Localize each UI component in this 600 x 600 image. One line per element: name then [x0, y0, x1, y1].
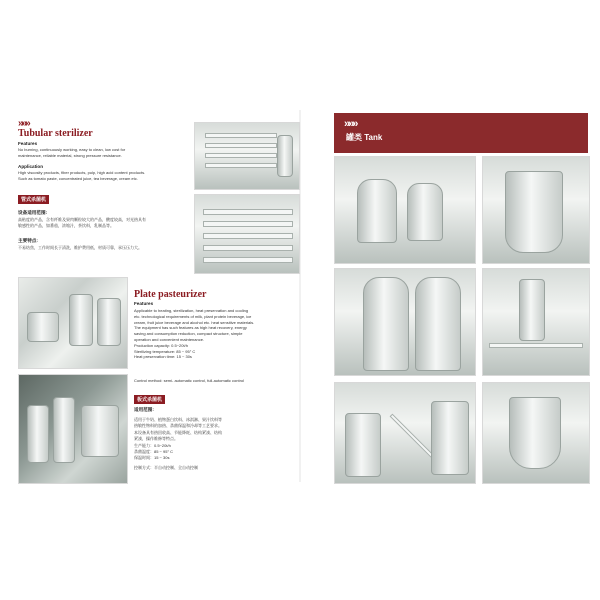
plate-features-text: Applicable to heating, sterilization, heat preservation and cooling etc. technological requirements of milk, plant protein beverage, ice cream, fruit juice beverage and alcohol etc. heat sensitive materials. The equipment has such features as high heat recovery, energy saving and consumption reduction, compact structure, simple operation and convenient maintenance. Production capacity: 0.5~20t/h Sterilizing temperature: 85 ~ 95° C Heat preservation time: 15 ~ 30s: [134, 308, 255, 360]
plate-pasteurizer-photo: [18, 277, 128, 369]
tank-photo-vertical-silos: [334, 268, 476, 376]
chevron-icon: »»»: [18, 118, 29, 129]
tubular-cn-app-heading: 设备适用范围:: [18, 210, 48, 215]
plate-cn-text: 适用于牛奶、植物蛋白饮料、冰淇淋、果汁饮料等 热敏性物料的加热、杀菌保温和冷却等工艺要求。 本设备具有热回收高、节能降耗、结构紧凑、结构 紧凑，操作维修等特点。 生产能力：0.5~20t/h 杀菌温度：85 ~ 95° C 保温时间：15 ~ 30s 控制方式：半自动控制、全自动控制: [134, 417, 222, 470]
tubular-title: Tubular sterilizer: [18, 128, 93, 139]
tank-photo-pipework: [482, 268, 590, 376]
tank-title: 罐类 Tank: [346, 133, 383, 142]
tubular-features-heading: Features: [18, 141, 38, 146]
plate-title: Plate pasteurizer: [134, 289, 207, 300]
tubular-features-text: No burning, continuously working, easy to clean, low cost for maintenance, reliable material, strong pressure resistance.: [18, 147, 126, 158]
tank-photo-storage-hall: [334, 156, 476, 264]
tubular-application-heading: Application: [18, 164, 44, 169]
plate-control-method: Control method: semi- automatic control, full-automatic control: [134, 378, 245, 383]
tubular-application-text: High viscosity products, fiber products, pulp, high acid content products. Such as tomato paste, concentrated juice, tea beverage, cream etc.: [18, 170, 146, 181]
tubular-cn-feat-text: 不易结焦，工作时间长于清洗，维护费用低，材质可靠，承压压力大。: [18, 245, 142, 250]
tubular-cn-label: 管式杀菌机: [18, 195, 49, 204]
tubular-cn-app-text: 高粘度的产品，含有纤维及果肉颗粒较大的产品，酸度较高，对光热具有 敏感性的产品，如番茄，浓缩汁，茶饮料，乳制品等。: [18, 217, 146, 228]
plate-pasteurizer-line-photo: [18, 374, 128, 484]
plate-features-heading: Features: [134, 301, 154, 306]
plate-cn-label: 板式杀菌机: [134, 395, 165, 404]
tubular-coil-photo: [194, 194, 300, 274]
tank-header-bar: [334, 113, 588, 153]
tubular-cn-feat-heading: 主要特点:: [18, 238, 38, 243]
tank-photo-mixing: [482, 156, 590, 264]
plate-cn-app-heading: 适用范围:: [134, 407, 154, 412]
tubular-sterilizer-photo: [194, 122, 300, 190]
tank-photo-jacketed: [482, 382, 590, 484]
tank-photo-stairway: [334, 382, 476, 484]
chevron-icon: »»»: [344, 118, 357, 130]
